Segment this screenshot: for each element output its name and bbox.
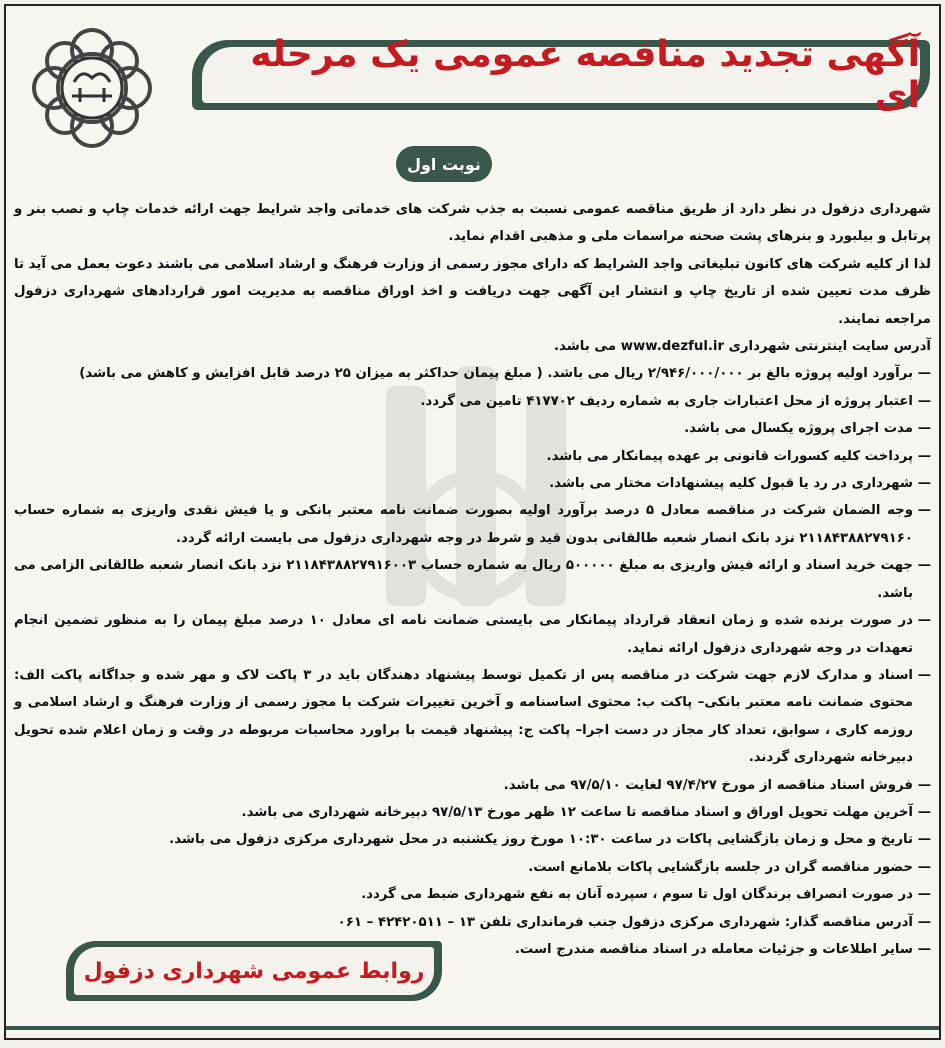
round-badge [396, 146, 492, 182]
list-item: — شهرداری در رد یا قبول کلیه پیشنهادات مختار می باشد. [14, 470, 931, 497]
list-item: — مدت اجرای پروژه یکسال می باشد. [14, 415, 931, 442]
list-item: — آدرس مناقصه گذار: شهرداری مرکزی دزفول جنب فرمانداری تلفن ۱۳ – ۴۲۴۲۰۵۱۱ – ۰۶۱ [14, 909, 931, 936]
list-item: — برآورد اولیه پروژه بالغ بر ۲/۹۴۶/۰۰۰/۰۰۰ ریال می باشد. ( مبلغ پیمان حداکثر به میزان ۲۵ درصد قابل افزایش و کاهش می باشد) [14, 360, 931, 387]
badge-label: نوبت اول [407, 154, 481, 174]
notice-body [14, 196, 931, 957]
signature-text: روابط عمومی شهرداری دزفول [83, 958, 425, 984]
website-line: آدرس سایت اینترنتی شهرداری www.dezful.ir می باشد. [553, 339, 931, 355]
municipality-logo-icon [28, 24, 156, 152]
list-item: — در صورت انصراف برندگان اول تا سوم ، سپرده آنان به نفع شهرداری ضبط می گردد. [14, 881, 931, 908]
title-banner [192, 34, 930, 116]
list-item: — پرداخت کلیه کسورات قانونی بر عهده پیمانکار می باشد. [14, 443, 931, 470]
signature-banner [66, 941, 442, 1001]
conditions-list [14, 360, 931, 963]
list-item: — جهت خرید اسناد و ارائه فیش واریزی به مبلغ ۵۰۰۰۰۰ ریال به شماره حساب ۲۱۱۸۴۳۸۸۲۷۹۱۶۰۰۳ نزد بانک انصار شعبه طالقانی الزامی می باشد. [14, 552, 931, 607]
intro-paragraph: شهرداری دزفول در نظر دارد از طریق مناقصه عمومی نسبت به جذب شرکت های خدماتی واجد شرایط جهت ارائه خدمات چاپ و نصب بنر و پرتابل و بیلبورد و بنرهای پشت صحنه مراسمات ملی و مذهبی اقدام نماید. [14, 202, 931, 245]
list-item: — آخرین مهلت تحویل اوراق و اسناد مناقصه تا ساعت ۱۲ ظهر مورخ ۹۷/۵/۱۳ دبیرخانه شهرداری می باشد. [14, 799, 931, 826]
list-item: — اعتبار پروژه از محل اعتبارات جاری به شماره ردیف ۴۱۷۷۰۲ تامین می گردد. [14, 388, 931, 415]
list-item: — وجه الضمان شرکت در مناقصه معادل ۵ درصد برآورد اولیه بصورت ضمانت نامه معتبر بانکی و یا فیش نقدی واریزی به شماره حساب ۲۱۱۸۴۳۸۸۲۷۹۱۶۰ نزد بانک انصار شعبه طالقانی بدون قید و شرط در وجه شهرداری دزفول می بایست ارائه گردد. [14, 497, 931, 552]
page-title: آگهی تجدید مناقصه عمومی یک مرحله ای [250, 34, 920, 116]
tender-notice [4, 4, 941, 1040]
list-item: — اسناد و مدارک لازم جهت شرکت در مناقصه پس از تکمیل توسط پیشنهاد دهندگان باید در ۳ پاکت لاک و مهر شده و جداگانه پاکت الف: محتوی ضمانت نامه معتبر بانکی– پاکت ب: محتوی اساسنامه و آخرین تغییرات شرکت با مجوز رسمی از وزارت فرهنگ و ارشاد اسلامی و روزمه کاری ، سوابق، تعداد کار مجاز در دست اجرا– پاکت ج: پیشنهاد قیمت با براورد محاسبات مربوطه در وقت و زمان اعلام شده تحویل دبیرخانه شهرداری گردند. [14, 662, 931, 772]
list-item: — در صورت برنده شده و زمان انعقاد قرارداد پیمانکار می بایستی ضمانت نامه ای معادل ۱۰ درصد مبلغ پیمان را به منظور تضمین انجام تعهدات در وجه شهرداری دزفول ارائه نماید. [14, 607, 931, 662]
list-item: — تاریخ و محل و زمان بازگشایی پاکات در ساعت ۱۰:۳۰ مورخ روز یکشنبه در محل شهرداری مرکزی دزفول می باشد. [14, 826, 931, 853]
list-item: — فروش اسناد مناقصه از مورخ ۹۷/۴/۲۷ لغایت ۹۷/۵/۱۰ می باشد. [14, 772, 931, 799]
bottom-divider [6, 1026, 939, 1030]
list-item: — حضور مناقصه گران در جلسه بازگشایی پاکات بلامانع است. [14, 854, 931, 881]
invitation-paragraph: لذا از کلیه شرکت های کانون تبلیغاتی واجد الشرایط که دارای مجوز رسمی از وزارت فرهنگ و ارشاد اسلامی می باشند دعوت بعمل می آید تا ظرف مدت تعیین شده از تاریخ چاپ و انتشار این آگهی جهت دریافت و اخذ اوراق مناقصه به مدیریت امور قراردادهای شهرداری دزفول مراجعه نمایند. [14, 256, 931, 327]
list-item: — سایر اطلاعات و جزئیات معامله در اسناد مناقصه مندرج است. [14, 936, 931, 963]
